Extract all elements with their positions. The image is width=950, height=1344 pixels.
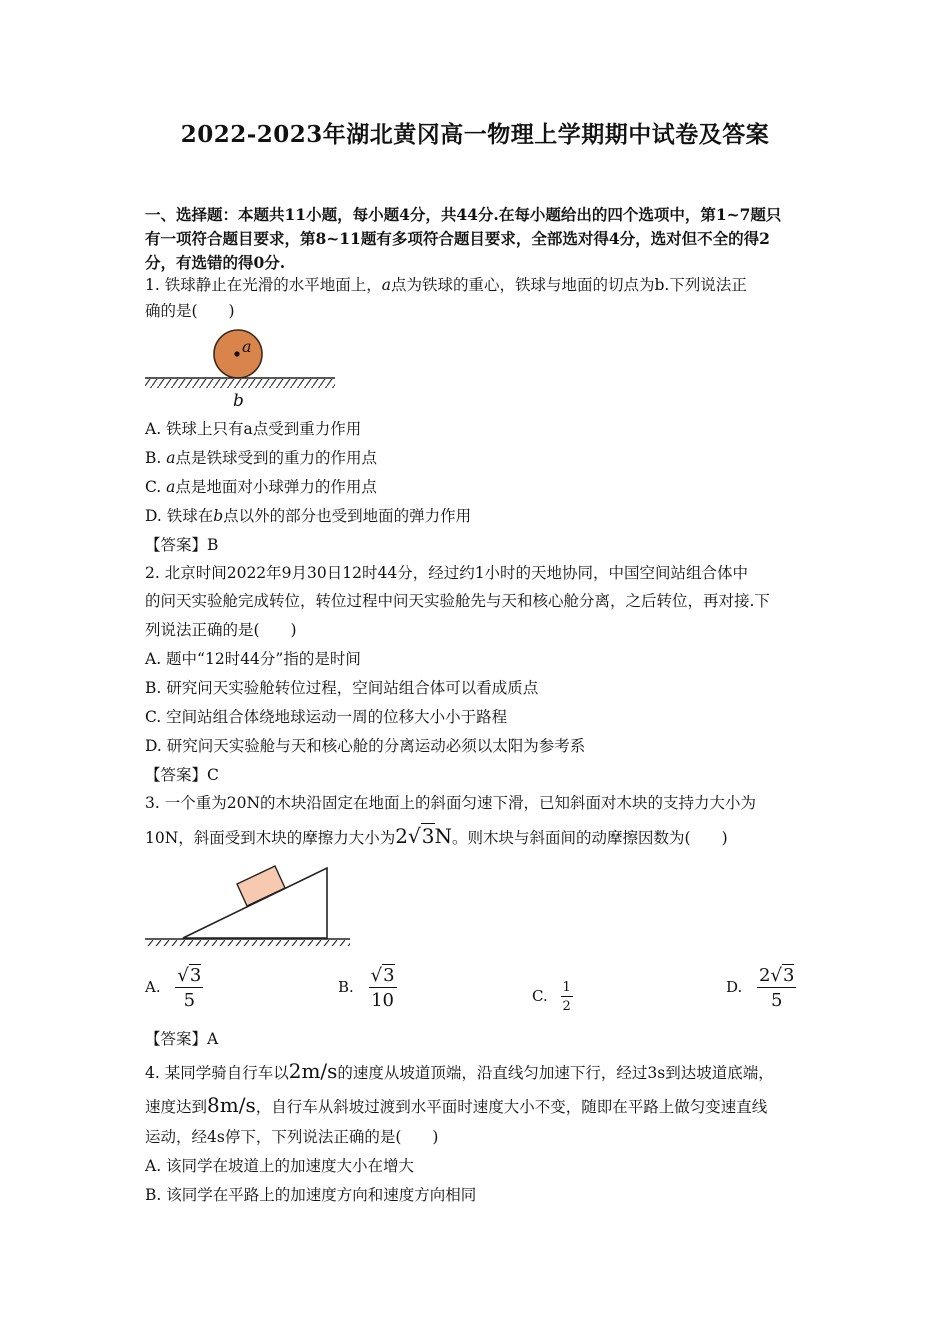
q1-iron-ball-figure — [145, 326, 345, 412]
q1-option-c: C. a点是地面对小球弹力的作用点 — [145, 478, 377, 496]
q3-stem-line-2: 10N，斜面受到木块的摩擦力大小为2√3N。则木块与斜面间的动摩擦因数为( ) — [145, 824, 728, 848]
q2-option-c: C. 空间站组合体绕地球运动一周的位移大小小于路程 — [145, 708, 508, 726]
q3-option-c: C. $\frac{1}{2}$ — [532, 980, 571, 1014]
ground-hatch — [145, 940, 350, 946]
q3-incline-figure — [145, 860, 360, 946]
q3-option-b: B. $\frac{√3}{10}$ — [338, 965, 395, 1011]
q2-option-a: A. 题中“12时44分”指的是时间 — [145, 650, 361, 668]
q1-option-d: D. 铁球在b点以外的部分也受到地面的弹力作用 — [145, 507, 472, 525]
section-header-line-3: 分，有选错的得0分. — [145, 253, 286, 272]
label-a: a — [242, 337, 252, 356]
page-title: 2022-2023年湖北黄冈高一物理上学期期中试卷及答案 — [180, 121, 770, 148]
center-of-gravity-point — [234, 351, 239, 356]
q3-answer: 【答案】A — [145, 1030, 219, 1048]
q4-stem-line-2: 速度达到8m/s，自行车从斜坡过渡到水平面时速度大小不变，随即在平路上做匀变速直线 — [145, 1093, 768, 1117]
q4-option-b: B. 该同学在平路上的加速度方向和速度方向相同 — [145, 1186, 477, 1204]
q2-option-d: D. 研究问天实验舱与天和核心舱的分离运动必须以太阳为参考系 — [145, 737, 586, 755]
q2-option-b: B. 研究问天实验舱转位过程，空间站组合体可以看成质点 — [145, 679, 539, 697]
q4-stem-line-1: 4. 某同学骑自行车以2m/s的速度从坡道顶端，沿直线匀加速下行，经过3s到达坡道底端， — [145, 1059, 774, 1083]
q3-friction-value: 2√3N — [395, 824, 453, 848]
q2-stem-line-3: 列说法正确的是( ) — [145, 621, 297, 639]
q1-stem-line-1: 1. 铁球静止在光滑的水平地面上，a点为铁球的重心，铁球与地面的切点为b.下列说法正 — [145, 276, 747, 294]
q3-stem-line-1: 3. 一个重为20N的木块沿固定在地面上的斜面匀速下滑，已知斜面对木块的支持力大小为 — [145, 794, 757, 812]
ground-hatch — [145, 379, 335, 388]
section-header-line-2: 有一项符合题目要求，第8~11题有多项符合题目要求，全部选对得4分，选对但不全的得2 — [145, 229, 770, 248]
label-b: b — [233, 391, 244, 411]
q3-option-d: D. $\frac{2√3}{5}$ — [726, 965, 795, 1011]
q2-answer: 【答案】C — [145, 766, 219, 784]
q1-answer: 【答案】B — [145, 536, 219, 554]
q1-option-a: A. 铁球上只有a点受到重力作用 — [145, 420, 362, 438]
q1-option-b: B. a点是铁球受到的重力的作用点 — [145, 449, 378, 467]
q4-option-a: A. 该同学在坡道上的加速度大小在增大 — [145, 1157, 415, 1175]
q3-option-a: A. $\frac{√3}{5}$ — [145, 965, 202, 1011]
q1-stem-line-2: 确的是( ) — [145, 302, 235, 320]
q4-stem-line-3: 运动，经4s停下，下列说法正确的是( ) — [145, 1128, 439, 1146]
q2-stem-line-2: 的问天实验舱完成转位，转位过程中问天实验舱先与天和核心舱分离，之后转位，再对接.下 — [145, 592, 770, 610]
q2-stem-line-1: 2. 北京时间2022年9月30日12时44分，经过约1小时的天地协同，中国空间站组合体中 — [145, 564, 749, 582]
section-header-line-1: 一、选择题：本题共11小题，每小题4分，共44分.在每小题给出的四个选项中，第1~7题只 — [145, 205, 782, 224]
